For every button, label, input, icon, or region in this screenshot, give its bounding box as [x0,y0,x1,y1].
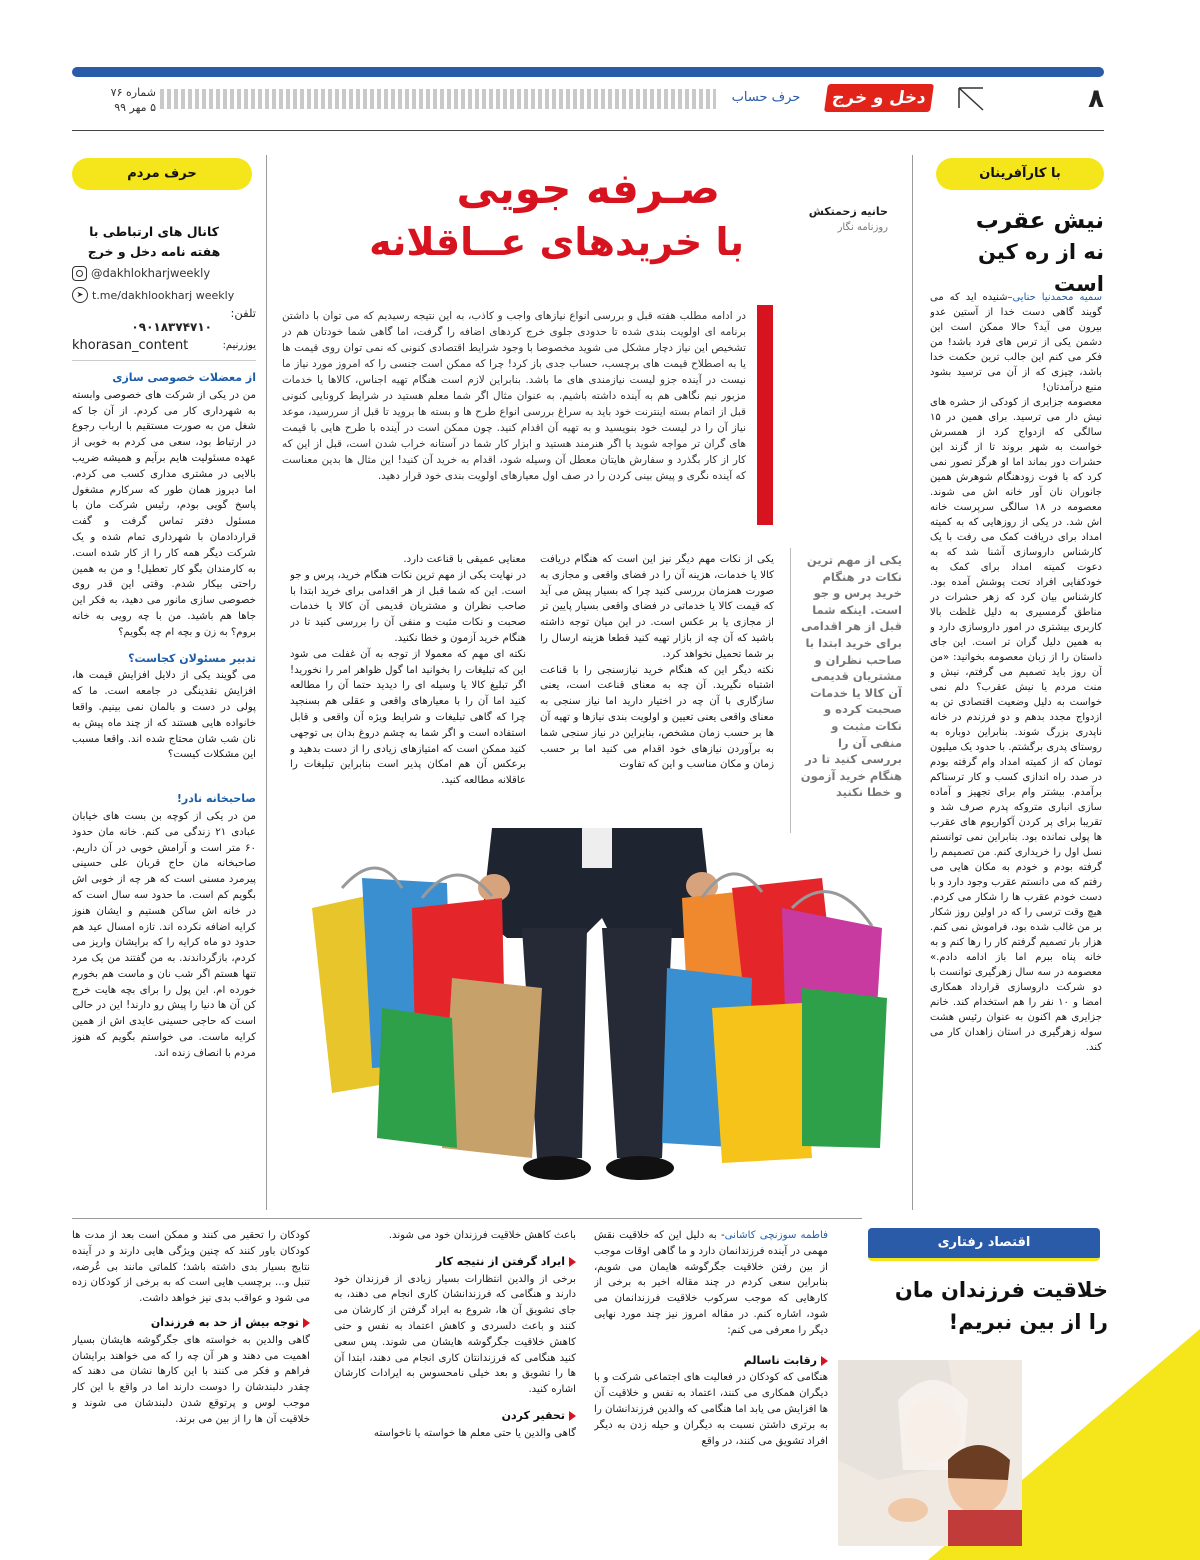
issue-number: شماره ۷۶ [110,86,156,99]
creativity-author: فاطمه سوزنچی کاشانی [724,1230,828,1241]
heading-criticizing-results-text: ایراد گرفتن از نتیجه کار [436,1254,565,1268]
letter-heading-2: تدبیر مسئولان کجاست؟ [128,651,256,665]
behavioral-economics-badge [868,1228,1100,1261]
behavioral-economics-badge-text: اقتصاد رفتاری [937,1235,1031,1250]
letter-heading-1: از معضلات خصوصی سازی [112,371,256,384]
main-author [788,205,888,233]
creativity-col-3 [72,1228,310,1548]
creativity-title [868,1274,1108,1338]
divider-left [266,155,267,1210]
creativity-col-2-text-2: گاهی والدین یا حتی معلم ها خواسته یا ناخواسته [373,1427,576,1439]
heading-excessive-attention [72,1315,310,1331]
scorpion-p2: معصومه جزایری از کودکی از حشره های نیش دار می ترسید. برای همین در ۱۵ سالگی که ازدواج کرد از همسرش خواست به شهر بروند تا از گزند این حشرات دور بماند اما او هرگز تصور نمی کرد که با فوت زودهنگام شوهرش همین جانوران نان آور خانه اش می شوند. معصومه در ۱۸ سالگی سرپرست خانه اش شد. در یکی از روزهایی که به کمیته امداد برای دریافت کمک می رفت با یک کارشناس داروسازی آشنا شد که به دعوت کمیته امداد برای کمک به خودکفایی افراد تحت پوشش آمده بود. کارشناس بیان کرد که زهر حشرات در مناطق گرمسیری به دلیل غلظت بالا کاربری بیشتری در امور داروسازی دارد و به همین دلیل گران تر است. این جای داستان را از زبان معصومه بخوانید: «من آن روز باید تصمیم می گرفتم، نیش و منت مردم یا نیش عقرب؟ دلم نمی خواست به دلیل وضعیت اقتصادی تن به ازدواج مجدد بدهم و دو فرزندم در خانه ناپدری بزرگ شوند. بنابراین دوباره به روستای پدری برگشتم. با حدود یک میلیون تومان که از کمیته امداد وام گرفته بودم در صدد راه اندازی کسب و کار ترسناکم برآمدم. بیشتر وام برای تجهیز و آماده سازی انباری متروکه پدرم صرف شد و تقریبا برای پر کردن آکواریوم های عقرب ها پولی نمانده بود. بنابراین نمی توانستم نسل اول را خریداری کنم. من تصمیمم را گرفته بودم و خودم به مکان هایی می رفتم که می دانستم عقرب وجود دارد و با دست خودم عقرب ها را شکار می کردم. هیچ وقت ترسی را که در اولین روز شکار بر من غالب شده بود، فراموش نمی کنم. هزار بار تصمیم گرفتم کار را رها کنم و به خانه پناه ببرم اما باز ادامه دادم.» معصومه در سه سال زهرگیری توانست با دو شرکت داروسازی قرارداد همکاری امضا و ۱۰ نفر را هم استخدام کند. خانم جزایری هم اکنون به عنوان رئیس هشت سوله زهرگیری در استان زاهدان کار می کند. [930,397,1102,1053]
divider-right [912,155,913,1210]
username-value[interactable]: khorasan_content [72,338,189,353]
instagram-row [72,264,254,282]
main-title [352,162,744,268]
creativity-title-line1: خلاقیت فرزندان مان [894,1278,1108,1302]
peoples-voice-badge [72,158,252,190]
creativity-col-2-intro: باعث کاهش خلاقیت فرزندان خود می شوند. [388,1230,576,1241]
scorpion-p1: –شنیده اید که می گویند گاهی دست خدا از آستین عدو بیرون می آید؟ حالا ممکن است این دشمن یکی از ترس های فرد باشد! من فکر می کنم این جالب ترین حکمت خدا باشد، چیزی که از آن می ترسید بشود منبع درآمدتان! [930,292,1102,393]
main-title-line2: با خریدهای عــاقلانه [369,220,744,264]
red-triangle-icon [303,1318,310,1328]
red-triangle-icon [821,1356,828,1366]
header-rule [72,130,1104,131]
main-author-role: روزنامه نگار [837,222,888,233]
main-title-line1: صـرفه جویی [456,164,720,213]
main-author-name: حانیه زحمتکش [808,205,888,218]
lead-red-bar [757,305,773,525]
channels-title: کانال های ارتباطی با هفته نامه دخل و خرج [87,224,221,259]
creativity-col-2 [334,1228,576,1548]
scorpion-article-body [930,290,1102,1216]
red-triangle-icon [569,1257,576,1267]
header-dashed-strip [160,89,716,109]
section-name: حرف حساب [731,90,801,105]
divider-quote [790,548,791,833]
letter-text-3: من در یکی از کوچه بن بست های خیابان عبادی ۲۱ زندگی می کنم. خانه مان حدود ۶۰ متر است و آرامش خوبی در آن داریم. صاحبخانه مان حاج قربان علی حسینی پیرمرد مسنی است که هر چه از خوبی اش بگویم کم است. ما حدود سه سال است که در خانه اش ساکن هستیم و ایشان هنوز کرایه اضافه نکرده اند. تازه امسال عید هم حدود دو ماه کرایه را که برایشان واریز می کردم، بازگرداندند. به من گفتند من یک مرد تنها هستم اگر شب نان و ماست هم بخورم خورده ام. این پول را برای بچه هایت خرج کن آن ها دنیا را پیش رو دارند! این در حالی است که حاجی حسینی عایدی اش از همین کرایه ماست. می خواستم بگویم که هنوز مردم با انصاف زنده اند. [72,810,256,1059]
issue-date: ۵ مهر ۹۹ [114,101,156,114]
heading-unhealthy-competition [594,1353,828,1369]
red-triangle-icon [569,1411,576,1421]
pull-quote: یکی از مهم ترین نکات در هنگام خرید پرس و جو است. اینکه شما قبل از هر اقدامی برای خرید ابتدا با صاحب نظران و مشتریان قدیمی آن کالا یا خدمات صحبت کرده و نکات مثبت و منفی آن را بررسی کنید تا در هنگام خرید آزمون و خطا نکنید [800,553,902,800]
scorpion-title-line2: نه از ره کین است [977,240,1104,296]
bottom-section-rule [72,1218,862,1219]
creativity-col-1-text: هنگامی که کودکان در فعالیت های اجتماعی شرکت و با دیگران همکاری می کنند، اعتماد به نفس و خلاقیت آن ها افزایش می یابد اما هنگامی که والدین فرزندانشان را به برتری داشتن نسبت به دیگران و حیله زدن به دیگر افراد تشویق می کنند، در واقع [594,1372,828,1447]
creativity-intro: - به دلیل این که خلاقیت نقش مهمی در آینده فرزندانمان دارد و ما گاهی اوقات موجب از بین رفتن خلاقیت جگرگوشه هایمان می شویم، بنابراین سعی کردم در چند مقاله اخیر به برخی از کارهایی که موجب سرکوب خلاقیت فرزندانمان می شود، اشاره کنم. در مقاله امروز نیز چند مورد نهایی دیگر را معرفی می کنم: [594,1230,828,1336]
letters-body [72,364,256,1214]
telegram-link[interactable]: t.me/dakhlookharj weekly [92,288,235,302]
creativity-title-line2: را از بین نبریم! [948,1310,1108,1334]
page-number: ۸ [1088,84,1104,114]
creativity-col-2-text-1: برخی از والدین انتظارات بسیار زیادی از فرزندان خود دارند و هنگامی که فرزندانشان کاری انجام می دهند، به جای تشویق آن ها، شروع به ایراد گرفتن از کارشان می کنند و باعث دلسردی و کاهش اعتماد به نفس و حتی کاهش خلاقیت جگرگوشه هایشان می شوند. پس سعی کنید هنگامی که فرزندانتان کاری انجام می دهند، ابتدا آن ها را تشویق و بعد خیلی نامحسوس به ایرادات کارشان اشاره کنید. [334,1273,576,1396]
heading-humiliation [334,1408,576,1424]
main-col-2-text: معنایی عمیقی با قناعت دارد. در نهایت یکی از مهم ترین نکات هنگام خرید، پرس و جو است. این که شما قبل از هر اقدامی برای خرید ابتدا با صاحب نظران و مشتریان قدیمی آن کالا یا خدمات صحبت و نکات مثبت و منفی آن را بررسی کنید تا در هنگام خرید آزمون و خطا نکنید. نکته ای مهم که معمولا از توجه به آن غفلت می شود این که تبلیغات را بخوانید اما گول ظواهر امر را نخورید! اگر تبلیغ کالا یا وسیله ای را دیدید حتما آن را مطالعه کنید اما آن را با معیارهای واقعی و عقلی هم بسنجید چرا که گاهی تبلیغات و شرایط ویژه آن واقعی و قابل استفاده است و اگر شما به چشم دروغ بدان بی توجهی کنید ممکن است که امتیازهای زیادی را از دست بدهید و برعکس آن هم امکان پذیر است بنابراین تبلیغات را عاقلانه مطالعه کنید. [290,554,526,787]
creativity-col-3-intro: کودکان را تحقیر می کنند و ممکن است بعد از مدت ها کودکان باور کنند که چنین ویژگی هایی دارند و در آینده نتایج بسیار بدی داشته باشد؛ کلماتی مانند بی عُرضه، تنبل و... برچسب هایی است که به برخی از کودکان زده می شود و عواقب بدی نیز خواهد داشت. [72,1230,310,1305]
scorpion-title [930,206,1104,300]
telegram-row [72,286,262,304]
letter-text-1: من در یکی از شرکت های خصوصی وابسته به شهرداری کار می کردم. از آن جا که شغل من به صورت مستقیم با ارباب رجوع در ارتباط بود، سعی می کردم به خوبی از عهده مسئولیت هایم برآیم و همیشه ضریب بالایی در مشتری مداری کسب می کردم. اما دیروز همان طور که سرکارم مشغول پاسخ گویی بودم، رئیس شرکت مان با مسئول دفتر تماس گرفت و گفت قراردادمان با شهرداری تمام شده و یک شرکت دیگر همه کار را از کار شده است. به کارمندان بگو کار تعطیل! و من به همین راحتی بیکار شدم. وقتی این قدر روی خصوصی سازی مانور می دهید، به فکر این جاها هم باشید. من با چه رویی به خانه بروم؟ به زن و بچه ام چه بگویم؟ [72,389,256,638]
main-col-2 [290,552,526,824]
main-col-1 [540,552,774,824]
entrepreneurs-badge-text: با کارآفرینان [979,166,1061,181]
heading-humiliation-text: تحقیر کردن [501,1408,565,1422]
heading-criticizing-results [334,1254,576,1270]
entrepreneurs-badge [936,158,1104,190]
letter-text-2: می گویند یکی از دلایل افزایش قیمت ها، افزایش نقدینگی در جامعه است. ما که پولی در دست و بالمان نمی بینیم. واقعا خانواده هایی هستند که از چند ماه پیش به نان شب شان محتاج شده اند. واقعا مسبب این مشکلات کیست؟ [72,670,256,761]
shopping-bags-image [282,828,904,1188]
letter-heading-3: صاحبخانه نادر! [176,792,256,806]
phone-number[interactable]: ۰۹۰۱۸۳۷۴۷۱۰ [131,320,212,334]
magazine-logo-text: دخل و خرج [830,88,928,108]
top-blue-bar [72,67,1104,77]
telegram-icon: ➤ [72,287,88,303]
instagram-handle[interactable]: @dakhlokharjweekly [91,266,211,280]
peoples-voice-badge-text: حرف مردم [127,166,197,181]
corner-arrow-icon [955,84,987,112]
creativity-col-3-text: گاهی والدین به خواسته های جگرگوشه هایشان بسیار اهمیت می دهند و هر آن چه را که می خواهند برایشان فراهم و فکر می کنند با این کارها نشان می دهند که چقدر دلبندشان را دوست دارند اما در واقع با این کار موجب لوس و پرتوقع شدن دلبندشان می شوند و خلاقیت آن ها را از بین می برند. [72,1334,310,1425]
instagram-icon [72,266,87,281]
username-row [72,338,256,353]
main-col-1-text: یکی از نکات مهم دیگر نیز این است که هنگام دریافت کالا یا خدمات، هزینه آن را در فضای واقعی و مجازی به صورت همزمان بررسی کنید چرا که بسیار پیش می آید که قیمت کالا یا خدماتی در فضای واقعی بسیار پایین تر از مجازی یا بر عکس است. در این میان توجه داشته باشید که آن چه از بازار تهیه کنید قطعا هزینه ارسال را بر شما تحمیل نخواهد کرد. نکته دیگر این که هنگام خرید نیازسنجی را با قناعت اشتباه نگیرید. آن چه به معنای قناعت است، یعنی سازگاری با آن چه در اختیار دارید اما نیاز سنجی به معنای واقعی یعنی تعیین و اولویت بندی نیازها و تهیه آن ها بر حسب زمان مشخص، بنابراین در نیاز سنجی شما به برآوردن نیازهای خود اقدام می کنید اما بر حسب زمان و مکان مناسب و این که تفاوت [540,554,774,771]
heading-unhealthy-competition-text: رقابت ناسالم [743,1353,817,1367]
phone-label: تلفن: [230,306,256,320]
username-label: یوزرنیم: [222,340,256,351]
mother-child-photo [838,1360,1022,1546]
left-col-rule [72,360,256,361]
scorpion-author: سمیه محمدنیا حنایی [1012,292,1102,303]
main-lead: در ادامه مطلب هفته قبل و بررسی انواع نیازهای واجب و کاذب، به این نتیجه رسیدیم که می توان با داشتن برنامه ای اولویت بندی شده تا حدودی جلوی خرج کردهای اضافه را گرفت، اما گاهی شما خودتان هم در تشخیص این نیاز دچار مشکل می شوید مخصوصا با وجود شرایط اقتصادی کنونی که نمی توان روی قیمت ها یا به اصطلاح قیمت های برچسب، حساب جدی باز کرد! چرا که ممکن است جنسی را که امروز مورد نیاز ما نیست در آینده جزو لیست نیازمندی های ما باشد. بنابراین لازم است هنگام تهیه اجناس، کالاها یا خدمات مزبور نیم نگاهی هم به آینده داشته باشیم. به عنوان مثال اگر شما معلم هستید در شرایط کرونایی کنونی قبل از اتمام بسته اینترنت خود باید به سراغ بررسی انواع طرح ها و بسته ها بروید تا قبل از سررسید، موعد نیاز آن را در لیست خود بنویسید و به تهیه آن اقدام کنید. چون ممکن است در آینده با طرح هایی با قیمت های گران تر مواجه شوید یا اگر هنرمند هستید و ابزار کار شما در آستانه خراب شدن است، قبل از این که کار از کار بگذرد و سفارش هایتان معطل آن وسیله شود، اقدام به خرید آن کنید! این مثال ها بدین معناست که آینده نگری و پیش بینی کردن را در صف اول معیارهای اولویت بندی خود قرار دهید. [282,310,746,482]
heading-excessive-attention-text: توجه بیش از حد به فرزندان [150,1315,299,1329]
magazine-logo [824,84,934,112]
creativity-col-1 [594,1228,828,1548]
scorpion-title-line1: نیش عقرب [975,208,1104,234]
